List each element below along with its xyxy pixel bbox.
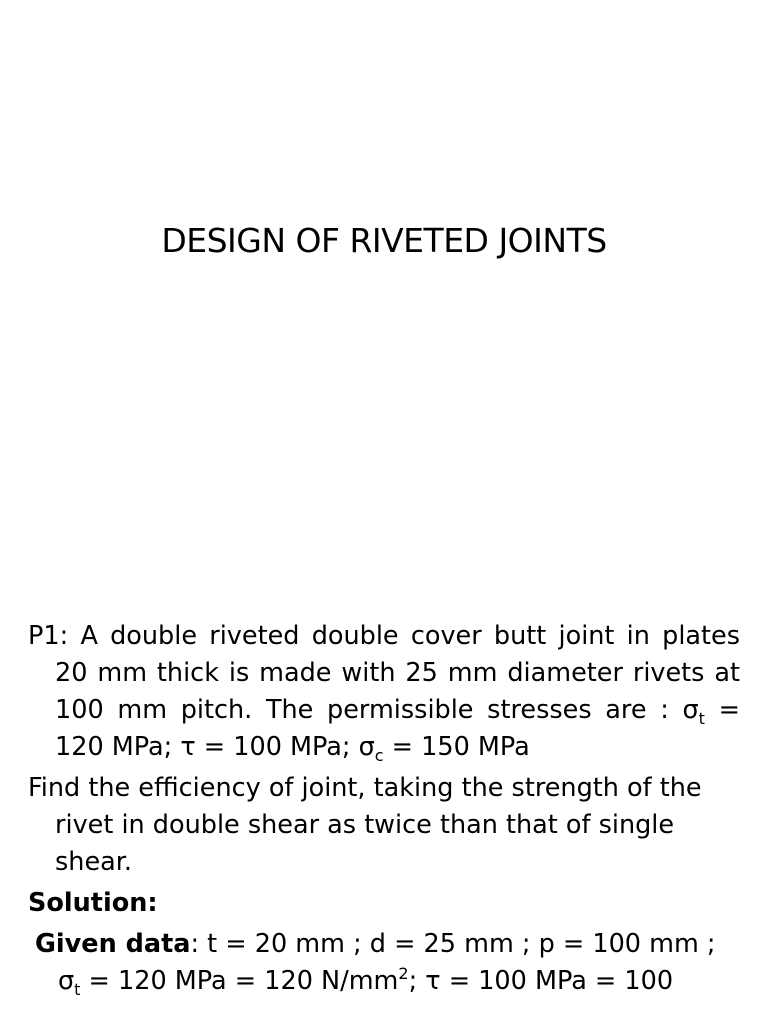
problem-label: P1: <box>28 621 69 651</box>
problem-text-part-1: A double riveted double cover butt joint in plates 20 mm thick is made with 25 mm diameter rivets at 100 mm pitch. The permissible stresses are : σ <box>55 621 741 725</box>
solution-heading: Solution: <box>28 888 158 918</box>
stress-line-part-1: σ <box>58 966 75 996</box>
question-statement: Find the efficiency of joint, taking the strength of the rivet in double shear as twice than that of single shear. <box>28 773 702 877</box>
crushing-subscript: c <box>374 746 384 765</box>
slide-title: DESIGN OF RIVETED JOINTS <box>161 221 607 260</box>
problem-statement <box>28 618 740 766</box>
tensile-subscript: t <box>698 709 705 728</box>
problem-text-part-3: = 150 MPa <box>383 732 530 762</box>
stress-line-part-2: = 120 MPa = 120 N/mm <box>80 966 399 996</box>
given-data-line <box>28 926 740 963</box>
stress-values-line <box>28 963 740 1000</box>
stress-line-subscript: t <box>74 980 81 999</box>
given-data-label: Given data <box>35 929 191 959</box>
stress-line-part-3: ; τ = 100 MPa = 100 <box>408 966 674 996</box>
stress-line-superscript: 2 <box>398 964 409 983</box>
given-data-values: : t = 20 mm ; d = 25 mm ; p = 100 mm ; <box>190 929 716 959</box>
problem-text-part-2: = 120 MPa; τ = 100 MPa; σ <box>55 695 740 762</box>
body-text <box>28 618 740 1000</box>
